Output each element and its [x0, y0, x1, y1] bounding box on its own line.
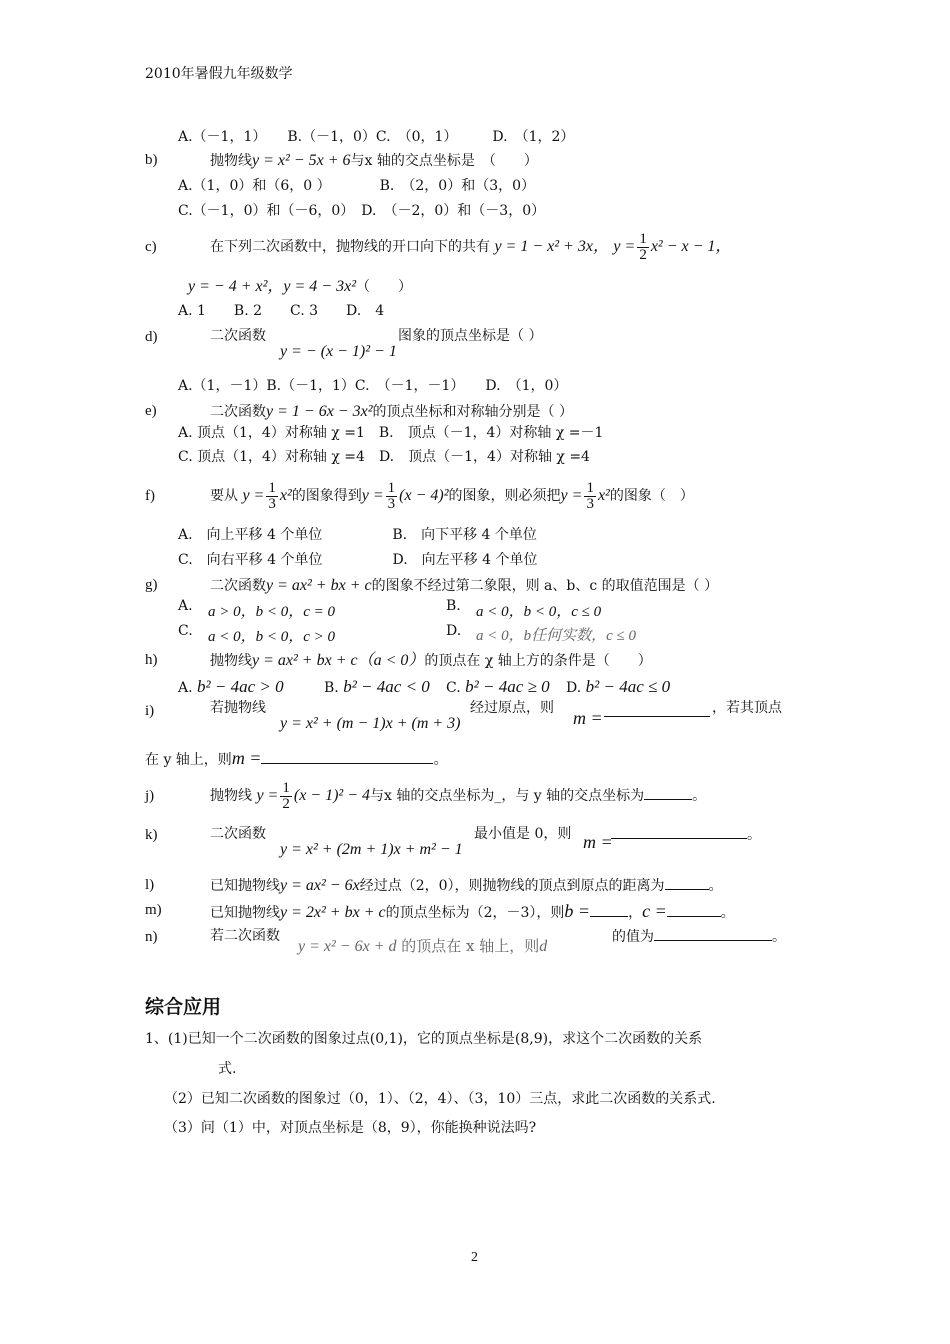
question-g-option-c-label: C.	[178, 623, 193, 639]
question-l-stem: 已知抛物线y = ax² − 6x经过点（2，0），则抛物线的顶点到原点的距离为 。	[210, 877, 723, 894]
problem-1-line-1b: 式.	[218, 1061, 237, 1077]
problem-1-line-3: （3）问（1）中，对顶点坐标是（8，9），你能换种说法吗?	[164, 1120, 537, 1136]
question-m-stem: 已知抛物线y = 2x² + bx + c的顶点坐标为（2，－3），则b = ，c = 。	[210, 901, 735, 921]
question-d-text-after: 图象的顶点坐标是（ ）	[398, 328, 543, 344]
question-d-label: d)	[145, 329, 158, 345]
question-c-stem-2: y = − 4 + x²，y = 4 − 3x²（ ）	[188, 278, 412, 295]
question-d-text: 二次函数	[210, 328, 266, 344]
question-c-stem: 在下列二次函数中，抛物线的开口向下的共有 y = 1 − x² + 3x， y = $\frac{1}{2}$ x² − x − 1，	[210, 230, 732, 263]
question-k-text-after: 最小值是 0，则	[474, 826, 572, 842]
question-n-text: 若二次函数	[210, 928, 280, 944]
question-i-text-after: 经过原点，则	[470, 700, 554, 716]
question-j-blank[interactable]	[644, 787, 692, 800]
question-h-label: h)	[145, 652, 158, 668]
question-g-option-b-label: B.	[446, 598, 461, 614]
question-i-blank-2[interactable]	[261, 751, 433, 764]
question-d-options: A.（1，－1）B.（－1，1）C. （－1，－1） D. （1，0）	[178, 378, 568, 394]
question-i-m-eq: m =	[573, 708, 603, 728]
question-j-label: j)	[145, 788, 155, 804]
question-h-option-d: D. b² − 4ac ≤ 0	[566, 677, 671, 696]
fraction-one-half: $\frac{1}{2}$	[639, 230, 647, 263]
question-e-stem: 二次函数y = 1 − 6x − 3x²的顶点坐标和对称轴分别是（ ）	[210, 403, 573, 420]
question-h-option-b: B. b² − 4ac < 0	[324, 677, 430, 696]
question-m-c-blank[interactable]	[667, 904, 721, 917]
question-c-label: c)	[145, 239, 157, 255]
question-c-options: A. 1 B. 2 C. 3 D. 4	[178, 303, 385, 319]
question-j-stem: 抛物线 y = $\frac{1}{2}$ (x − 1)² − 4与x 轴的交点坐标为_，与 y 轴的交点坐标为 。	[210, 779, 707, 812]
question-k-label: k)	[145, 827, 158, 843]
question-i-line2: 在 y 轴上，则m = 。	[145, 748, 448, 768]
question-g-option-b: a < 0，b < 0，c ≤ 0	[476, 604, 602, 620]
page-number: 2	[471, 1250, 478, 1265]
question-f-options-1: A. 向上平移 4 个单位 B. 向下平移 4 个单位	[178, 527, 537, 543]
question-f-stem: 要从 y = $\frac{1}{3}$ x²的图象得到y = $\frac{1}{3}$ (x − 4)²的图象，则必须把y = $\frac{1}{3}$ x²的图象（ ）	[210, 479, 694, 512]
question-i-formula: y = x² + (m − 1)x + (m + 3)	[280, 715, 461, 732]
question-a-options: A.（－1，1） B.（－1，0）C. （0，1） D. （1，2）	[178, 129, 575, 145]
question-i-tail: ，若其顶点	[712, 700, 782, 716]
question-b-options-2: C.（－1，0）和（－6，0） D. （－2，0）和（－3，0）	[178, 203, 546, 219]
question-n-middle: y = x² − 6x + d 的顶点在 x 轴上，则d	[298, 937, 548, 955]
question-m-label: m)	[145, 902, 162, 918]
question-d-formula: y = − (x − 1)² − 1	[280, 343, 397, 360]
question-l-blank[interactable]	[665, 877, 709, 890]
question-n-label: n)	[145, 929, 158, 945]
question-i-label: i)	[145, 703, 155, 719]
question-b-label: b)	[145, 152, 158, 168]
question-h-stem: 抛物线y = ax² + bx + c（a < 0）的顶点在 χ 轴上方的条件是（ ）	[210, 652, 652, 669]
problem-1-line-2: （2）已知二次函数的图象过（0，1）、（2，4）、（3，10）三点，求此二次函数的关系式.	[164, 1091, 716, 1107]
question-e-options-2: C. 顶点（1，4）对称轴 χ =4 D. 顶点（－1，4）对称轴 χ =4	[178, 449, 590, 465]
question-b-options-1: A.（1，0）和（6，0 ） B. （2，0）和（3，0）	[178, 178, 536, 194]
question-g-stem: 二次函数y = ax² + bx + c的图象不经过第二象限，则 a、b、c 的取值范围是（ ）	[210, 577, 719, 594]
question-f-options-2: C. 向右平移 4 个单位 D. 向左平移 4 个单位	[178, 552, 538, 568]
section-title: 综合应用	[145, 996, 222, 1018]
problem-1-line-1: 1、(1)已知一个二次函数的图象过点(0,1)，它的顶点坐标是(8,9)，求这个二次函数的关系	[145, 1031, 703, 1047]
question-e-options-1: A. 顶点（1，4）对称轴 χ =1 B. 顶点（－1，4）对称轴 χ =－1	[178, 425, 604, 441]
question-h-option-c: C. b² − 4ac ≥ 0	[446, 677, 550, 696]
question-f-label: f)	[145, 488, 155, 504]
question-b-stem: 抛物线y = x² − 5x + 6与x 轴的交点坐标是 （ ）	[210, 152, 538, 169]
page-header: 2010年暑假九年级数学	[145, 66, 293, 82]
question-e-label: e)	[145, 403, 157, 419]
question-n-tail: 的值为 。	[612, 929, 786, 945]
question-l-label: l)	[145, 877, 155, 893]
question-k-m-eq: m =	[583, 832, 613, 852]
question-g-label: g)	[145, 577, 158, 593]
question-m-b-blank[interactable]	[590, 904, 628, 917]
question-g-option-a-label: A.	[178, 598, 193, 614]
question-g-option-c: a < 0，b < 0，c > 0	[208, 629, 336, 645]
question-i-text: 若抛物线	[210, 700, 266, 716]
question-k-text: 二次函数	[210, 826, 266, 842]
question-g-option-d: a < 0，b任何实数，c ≤ 0	[476, 628, 637, 644]
question-k-formula: y = x² + (2m + 1)x + m² − 1	[280, 841, 463, 858]
question-g-option-a: a > 0，b < 0，c = 0	[208, 604, 336, 620]
question-h-option-a: A. b² − 4ac > 0	[178, 677, 284, 696]
question-k-blank-wrap[interactable]: 。	[611, 826, 761, 844]
question-n-blank[interactable]	[654, 928, 772, 941]
question-g-option-d-label: D.	[446, 623, 462, 639]
question-i-blank-1[interactable]	[604, 704, 710, 722]
